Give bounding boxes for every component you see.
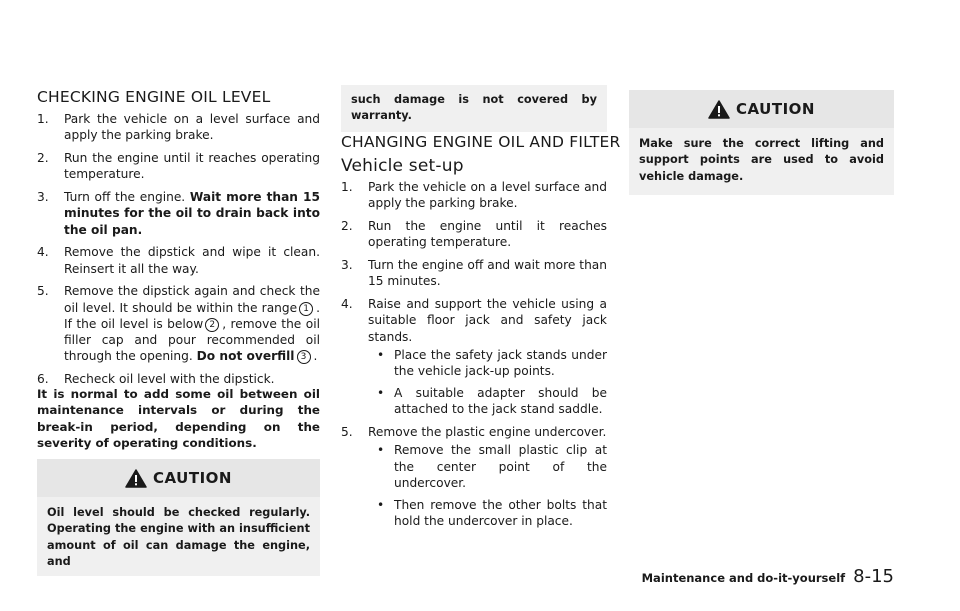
list-item: 5. Remove the plastic engine undercover. • Remove the small plastic clip at the center point of the undercover. • Then remove the other bolts that hold the undercover in place. — [341, 424, 607, 528]
bullet-item: • A suitable adapter should be attached to the jack stand saddle. — [377, 385, 607, 417]
caution-header — [629, 90, 894, 128]
caution-body: Oil level should be checked regularly. Operating the engine with an insufficient amount of oil can damage the engine, and — [37, 497, 320, 576]
list-item: 5. Remove the dipstick again and check the oil level. It should be within the range 1 . If the oil level is below 2 , remove the oil filler cap and pour recommended oil through the opening. Do not overfill 3 . — [37, 284, 321, 364]
list-item: 2. Run the engine until it reaches operating temperature. — [37, 150, 320, 182]
section-heading-changing-oil: CHANGING ENGINE OIL AND FILTER — [341, 133, 621, 151]
caution-title: CAUTION — [153, 469, 232, 487]
footer-section-title: Maintenance and do-it-yourself — [641, 571, 846, 585]
caution-continued-text: such damage is not covered by warranty. — [341, 85, 607, 132]
sub-bullets — [368, 347, 607, 418]
bullet-item: • Then remove the other bolts that hold the undercover in place. — [377, 497, 607, 528]
caution-box-oil — [37, 459, 320, 576]
section-heading-checking-oil: CHECKING ENGINE OIL LEVEL — [37, 88, 271, 106]
list-item: 6. Recheck oil level with the dipstick. — [37, 372, 275, 387]
sub-bullets — [368, 442, 607, 529]
list-item: 4. Raise and support the vehicle using a suitable floor jack and safety jack stands. • Place the safety jack stands under the vehicle jack-up points. • A suitable adapter should be attached to the jack stand saddle. — [341, 296, 607, 417]
list-item: 1. Park the vehicle on a level surface and apply the parking brake. — [341, 180, 607, 211]
caution-header — [37, 459, 320, 497]
bullet-item: • Place the safety jack stands under the vehicle jack-up points. — [377, 347, 607, 379]
page-number: 8-15 — [853, 566, 894, 587]
list-item: 3. Turn off the engine. Wait more than 15 minutes for the oil to drain back into the oil pan. — [37, 189, 320, 237]
vehicle-setup-steps — [341, 179, 607, 536]
list-item: 1. Park the vehicle on a level surface and apply the parking brake. — [37, 112, 320, 143]
subsection-heading-vehicle-setup: Vehicle set-up — [341, 156, 464, 176]
list-item: 3. Turn the engine off and wait more than 15 minutes. — [341, 257, 607, 289]
caution-continued-box — [341, 85, 607, 132]
page-footer — [642, 566, 894, 587]
caution-title: CAUTION — [736, 100, 815, 118]
callout-marker-3: 3 — [297, 350, 311, 364]
callout-marker-1: 1 — [299, 302, 313, 316]
bullet-item: • Remove the small plastic clip at the center point of the undercover. — [377, 443, 607, 490]
warning-triangle-icon — [708, 100, 730, 119]
list-item: 2. Run the engine until it reaches operating temperature. — [341, 218, 607, 250]
caution-body: Make sure the correct lifting and support points are used to avoid vehicle damage. — [629, 128, 894, 195]
list-item: 4. Remove the dipstick and wipe it clean. Reinsert it all the way. — [37, 245, 320, 276]
oil-note: It is normal to add some oil between oil maintenance intervals or during the break-in period, depending on the severity of operating conditions. — [37, 387, 320, 450]
caution-box-lifting — [629, 90, 894, 195]
callout-marker-2: 2 — [205, 318, 219, 332]
checking-oil-steps — [37, 111, 320, 394]
warning-triangle-icon — [125, 469, 147, 488]
